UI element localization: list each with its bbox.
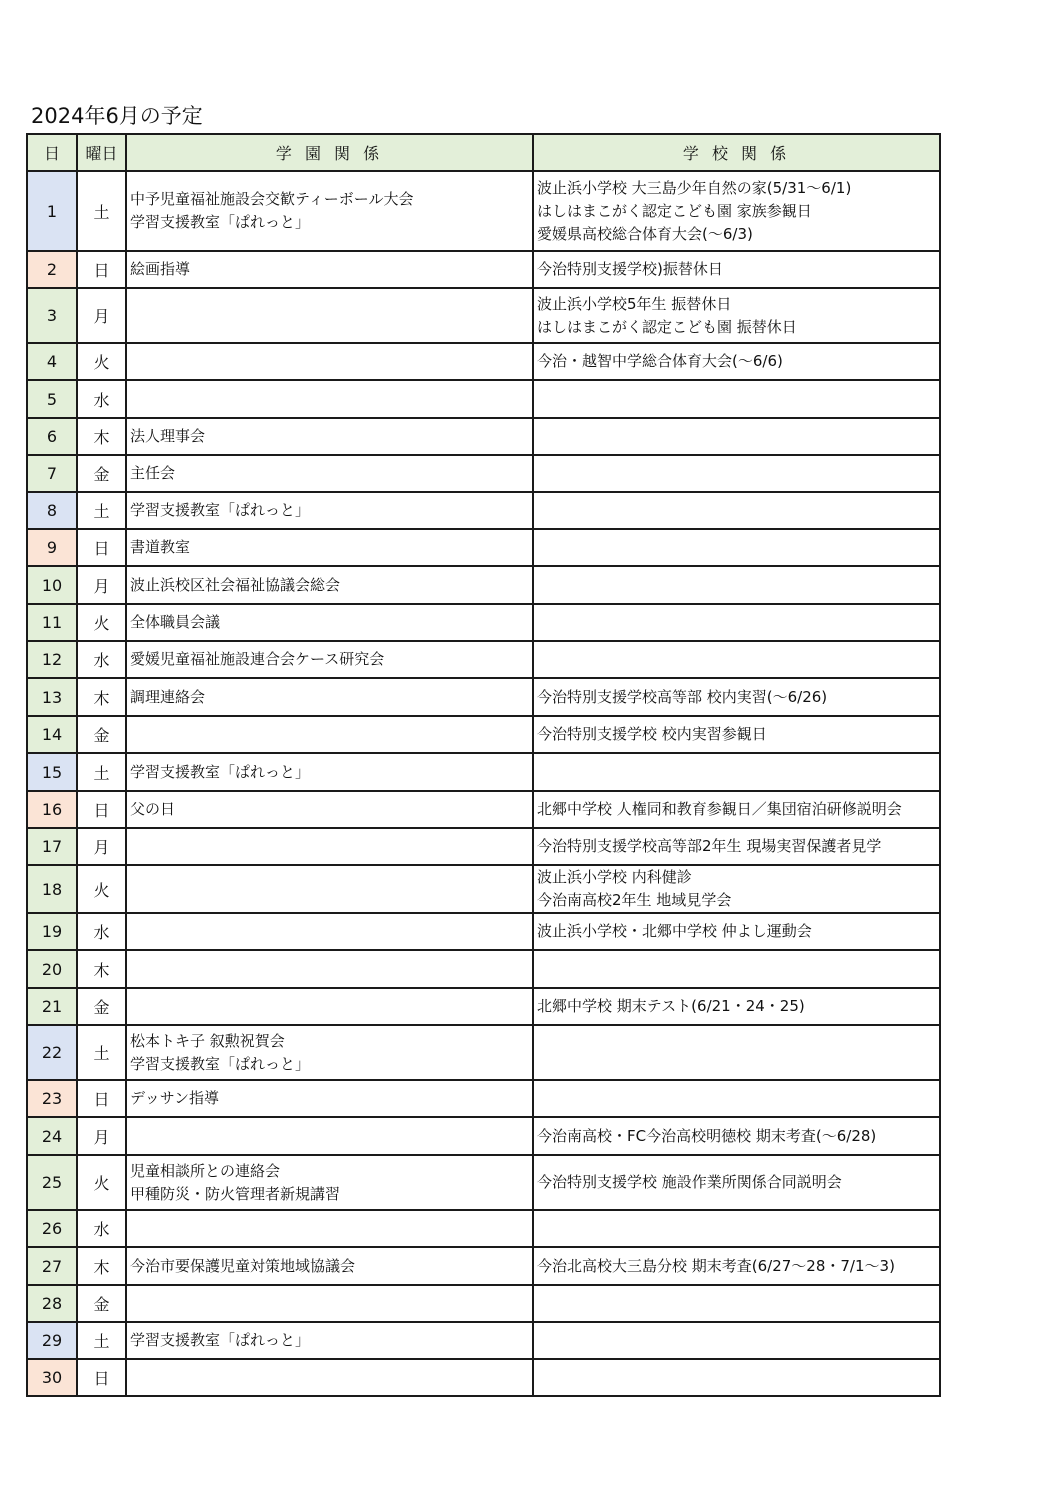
weekday-cell: 木 bbox=[77, 1247, 126, 1285]
day-cell: 8 bbox=[27, 492, 77, 529]
table-row bbox=[27, 791, 940, 828]
table-row bbox=[27, 1322, 940, 1359]
table-row bbox=[27, 529, 940, 566]
gakko-cell bbox=[533, 1247, 940, 1285]
table-row bbox=[27, 678, 940, 716]
gakuen-cell bbox=[126, 988, 533, 1025]
gakuen-event: 書道教室 bbox=[130, 538, 191, 556]
day-cell: 19 bbox=[27, 913, 77, 950]
gakko-event: 波止浜小学校・北郷中学校 仲よし運動会 bbox=[537, 922, 812, 940]
table-row bbox=[27, 1359, 940, 1396]
header-gakuen: 学 園 関 係 bbox=[126, 134, 533, 171]
gakuen-cell bbox=[126, 455, 533, 492]
weekday-cell: 金 bbox=[77, 1285, 126, 1322]
weekday-cell: 土 bbox=[77, 753, 126, 791]
gakuen-event: 学習支援教室「ぱれっと」 bbox=[130, 762, 311, 781]
day-cell: 12 bbox=[27, 641, 77, 678]
weekday-cell: 火 bbox=[77, 1155, 126, 1210]
table-row bbox=[27, 1025, 940, 1080]
gakuen-cell bbox=[126, 828, 533, 865]
page-title: 2024年6月の予定 bbox=[31, 104, 203, 128]
gakko-cell bbox=[533, 566, 940, 604]
day-cell: 24 bbox=[27, 1117, 77, 1155]
day-cell: 18 bbox=[27, 865, 77, 913]
gakko-event: はしはまこがく認定こども園 振替休日 bbox=[537, 317, 797, 336]
day-cell: 25 bbox=[27, 1155, 77, 1210]
gakuen-event: 全体職員会議 bbox=[130, 613, 221, 631]
header-row bbox=[27, 134, 940, 171]
gakuen-cell bbox=[126, 950, 533, 988]
table-row bbox=[27, 865, 940, 913]
gakko-cell bbox=[533, 380, 940, 418]
gakko-cell bbox=[533, 1359, 940, 1396]
gakko-cell bbox=[533, 678, 940, 716]
gakuen-cell bbox=[126, 566, 533, 604]
gakuen-event: 甲種防災・防火管理者新規講習 bbox=[130, 1184, 341, 1203]
gakko-event: 北郷中学校 人権同和教育参観日／集団宿泊研修説明会 bbox=[537, 800, 902, 818]
weekday-cell: 土 bbox=[77, 171, 126, 251]
table-row bbox=[27, 753, 940, 791]
weekday-cell: 木 bbox=[77, 950, 126, 988]
day-cell: 9 bbox=[27, 529, 77, 566]
weekday-cell: 日 bbox=[77, 251, 126, 288]
gakko-cell bbox=[533, 604, 940, 641]
weekday-cell: 水 bbox=[77, 913, 126, 950]
weekday-cell: 水 bbox=[77, 641, 126, 678]
weekday-cell: 金 bbox=[77, 716, 126, 753]
gakuen-cell bbox=[126, 1322, 533, 1359]
gakko-cell bbox=[533, 1080, 940, 1117]
gakko-cell bbox=[533, 865, 940, 913]
table-row bbox=[27, 950, 940, 988]
gakko-cell bbox=[533, 343, 940, 380]
weekday-cell: 日 bbox=[77, 1359, 126, 1396]
gakko-cell bbox=[533, 288, 940, 343]
day-cell: 16 bbox=[27, 791, 77, 828]
gakko-cell bbox=[533, 753, 940, 791]
gakuen-event: 松本トキ子 叙勲祝賀会 bbox=[130, 1031, 285, 1050]
gakko-cell bbox=[533, 791, 940, 828]
gakuen-cell bbox=[126, 1155, 533, 1210]
gakko-cell bbox=[533, 171, 940, 251]
day-cell: 23 bbox=[27, 1080, 77, 1117]
day-cell: 2 bbox=[27, 251, 77, 288]
gakko-event: 今治特別支援学校 校内実習参観日 bbox=[537, 725, 767, 743]
gakuen-cell bbox=[126, 753, 533, 791]
gakuen-event: 絵画指導 bbox=[130, 260, 191, 278]
table-row bbox=[27, 828, 940, 865]
table-row bbox=[27, 455, 940, 492]
gakko-cell bbox=[533, 251, 940, 288]
table-row bbox=[27, 1080, 940, 1117]
gakuen-event: 中予児童福祉施設会交歓ティーボール大会 bbox=[130, 190, 414, 208]
gakko-cell bbox=[533, 716, 940, 753]
gakko-cell bbox=[533, 950, 940, 988]
gakko-cell bbox=[533, 1285, 940, 1322]
gakuen-cell bbox=[126, 1025, 533, 1080]
weekday-cell: 日 bbox=[77, 791, 126, 828]
weekday-cell: 水 bbox=[77, 1210, 126, 1247]
gakko-event: 波止浜小学校 内科健診 bbox=[537, 868, 692, 886]
gakuen-event: 法人理事会 bbox=[130, 427, 206, 445]
weekday-cell: 土 bbox=[77, 492, 126, 529]
gakko-event: 今治南高校・FC今治高校明徳校 期末考査(～6/28) bbox=[537, 1126, 877, 1145]
gakuen-cell bbox=[126, 418, 533, 455]
gakuen-event: 学習支援教室「ぱれっと」 bbox=[130, 213, 311, 231]
weekday-cell: 火 bbox=[77, 604, 126, 641]
day-cell: 14 bbox=[27, 716, 77, 753]
day-cell: 29 bbox=[27, 1322, 77, 1359]
gakuen-cell bbox=[126, 1285, 533, 1322]
gakuen-event: 愛媛児童福祉施設連合会ケース研究会 bbox=[130, 650, 385, 668]
day-cell: 11 bbox=[27, 604, 77, 641]
gakuen-cell bbox=[126, 1080, 533, 1117]
gakuen-cell bbox=[126, 343, 533, 380]
weekday-cell: 土 bbox=[77, 1322, 126, 1359]
gakuen-cell bbox=[126, 529, 533, 566]
gakko-event: 愛媛県高校総合体育大会(～6/3) bbox=[537, 224, 753, 243]
weekday-cell: 日 bbox=[77, 529, 126, 566]
gakuen-cell bbox=[126, 791, 533, 828]
table-row bbox=[27, 343, 940, 380]
table-row bbox=[27, 913, 940, 950]
gakko-event: 北郷中学校 期末テスト(6/21・24・25) bbox=[537, 997, 805, 1015]
gakko-cell bbox=[533, 1210, 940, 1247]
header-gakko: 学 校 関 係 bbox=[533, 134, 940, 171]
gakko-event: 今治特別支援学校 施設作業所関係合同説明会 bbox=[537, 1173, 842, 1191]
table-row bbox=[27, 716, 940, 753]
day-cell: 10 bbox=[27, 566, 77, 604]
gakko-event: はしはまこがく認定こども園 家族参観日 bbox=[537, 201, 812, 220]
weekday-cell: 火 bbox=[77, 865, 126, 913]
gakko-cell bbox=[533, 641, 940, 678]
day-cell: 20 bbox=[27, 950, 77, 988]
gakko-cell bbox=[533, 988, 940, 1025]
gakuen-event: 学習支援教室「ぱれっと」 bbox=[130, 1331, 311, 1349]
weekday-cell: 金 bbox=[77, 988, 126, 1025]
gakuen-cell bbox=[126, 171, 533, 251]
weekday-cell: 木 bbox=[77, 418, 126, 455]
gakko-cell bbox=[533, 1155, 940, 1210]
table-row bbox=[27, 1247, 940, 1285]
header-day: 日 bbox=[27, 134, 77, 171]
gakuen-cell bbox=[126, 492, 533, 529]
table-row bbox=[27, 604, 940, 641]
table-row bbox=[27, 1285, 940, 1322]
gakko-cell bbox=[533, 455, 940, 492]
day-cell: 21 bbox=[27, 988, 77, 1025]
gakko-cell bbox=[533, 1322, 940, 1359]
weekday-cell: 木 bbox=[77, 678, 126, 716]
gakko-cell bbox=[533, 418, 940, 455]
day-cell: 7 bbox=[27, 455, 77, 492]
gakko-event: 波止浜小学校 大三島少年自然の家(5/31～6/1) bbox=[537, 178, 852, 197]
gakko-event: 今治特別支援学校高等部2年生 現場実習保護者見学 bbox=[537, 837, 882, 855]
table-row bbox=[27, 380, 940, 418]
day-cell: 4 bbox=[27, 343, 77, 380]
day-cell: 5 bbox=[27, 380, 77, 418]
gakuen-cell bbox=[126, 288, 533, 343]
gakko-event: 今治特別支援学校高等部 校内実習(～6/26) bbox=[537, 687, 828, 706]
gakuen-cell bbox=[126, 913, 533, 950]
weekday-cell: 月 bbox=[77, 828, 126, 865]
gakuen-event: 児童相談所との連絡会 bbox=[130, 1161, 281, 1180]
weekday-cell: 火 bbox=[77, 343, 126, 380]
gakko-event: 今治北高校大三島分校 期末考査(6/27～28・7/1～3) bbox=[537, 1256, 895, 1275]
gakuen-event: 波止浜校区社会福祉協議会総会 bbox=[130, 575, 341, 594]
weekday-cell: 金 bbox=[77, 455, 126, 492]
day-cell: 13 bbox=[27, 678, 77, 716]
gakuen-event: 学習支援教室「ぱれっと」 bbox=[130, 501, 311, 519]
table-row bbox=[27, 988, 940, 1025]
gakuen-event: 主任会 bbox=[130, 464, 176, 482]
weekday-cell: 月 bbox=[77, 566, 126, 604]
day-cell: 30 bbox=[27, 1359, 77, 1396]
gakuen-event: デッサン指導 bbox=[130, 1089, 219, 1107]
weekday-cell: 土 bbox=[77, 1025, 126, 1080]
table-row bbox=[27, 492, 940, 529]
schedule-table bbox=[26, 133, 941, 1397]
gakko-cell bbox=[533, 1025, 940, 1080]
weekday-cell: 日 bbox=[77, 1080, 126, 1117]
day-cell: 6 bbox=[27, 418, 77, 455]
weekday-cell: 月 bbox=[77, 1117, 126, 1155]
gakko-cell bbox=[533, 492, 940, 529]
table-row bbox=[27, 641, 940, 678]
gakko-event: 今治南高校2年生 地域見学会 bbox=[537, 891, 732, 909]
gakuen-event: 今治市要保護児童対策地域協議会 bbox=[130, 1256, 356, 1275]
gakuen-cell bbox=[126, 1210, 533, 1247]
table-row bbox=[27, 566, 940, 604]
gakuen-cell bbox=[126, 678, 533, 716]
gakko-cell bbox=[533, 529, 940, 566]
gakuen-event: 学習支援教室「ぱれっと」 bbox=[130, 1054, 311, 1073]
table-row bbox=[27, 1210, 940, 1247]
gakuen-cell bbox=[126, 641, 533, 678]
table-row bbox=[27, 251, 940, 288]
day-cell: 26 bbox=[27, 1210, 77, 1247]
day-cell: 28 bbox=[27, 1285, 77, 1322]
table-row bbox=[27, 288, 940, 343]
day-cell: 1 bbox=[27, 171, 77, 251]
table-row bbox=[27, 171, 940, 251]
gakko-event: 波止浜小学校5年生 振替休日 bbox=[537, 294, 732, 313]
day-cell: 17 bbox=[27, 828, 77, 865]
table-row bbox=[27, 418, 940, 455]
gakuen-cell bbox=[126, 1117, 533, 1155]
day-cell: 27 bbox=[27, 1247, 77, 1285]
header-dow: 曜日 bbox=[77, 134, 126, 171]
gakko-cell bbox=[533, 913, 940, 950]
weekday-cell: 月 bbox=[77, 288, 126, 343]
gakko-cell bbox=[533, 828, 940, 865]
gakko-cell bbox=[533, 1117, 940, 1155]
gakuen-cell bbox=[126, 1359, 533, 1396]
gakko-event: 今治・越智中学総合体育大会(～6/6) bbox=[537, 352, 783, 370]
gakuen-cell bbox=[126, 380, 533, 418]
day-cell: 3 bbox=[27, 288, 77, 343]
table-row bbox=[27, 1117, 940, 1155]
day-cell: 22 bbox=[27, 1025, 77, 1080]
gakuen-cell bbox=[126, 716, 533, 753]
day-cell: 15 bbox=[27, 753, 77, 791]
weekday-cell: 水 bbox=[77, 380, 126, 418]
gakko-event: 今治特別支援学校)振替休日 bbox=[537, 260, 723, 278]
gakuen-event: 調理連絡会 bbox=[130, 687, 206, 706]
gakuen-cell bbox=[126, 251, 533, 288]
gakuen-cell bbox=[126, 1247, 533, 1285]
gakuen-cell bbox=[126, 604, 533, 641]
gakuen-cell bbox=[126, 865, 533, 913]
table-row bbox=[27, 1155, 940, 1210]
schedule-rows bbox=[27, 171, 940, 1396]
gakuen-event: 父の日 bbox=[130, 800, 176, 818]
